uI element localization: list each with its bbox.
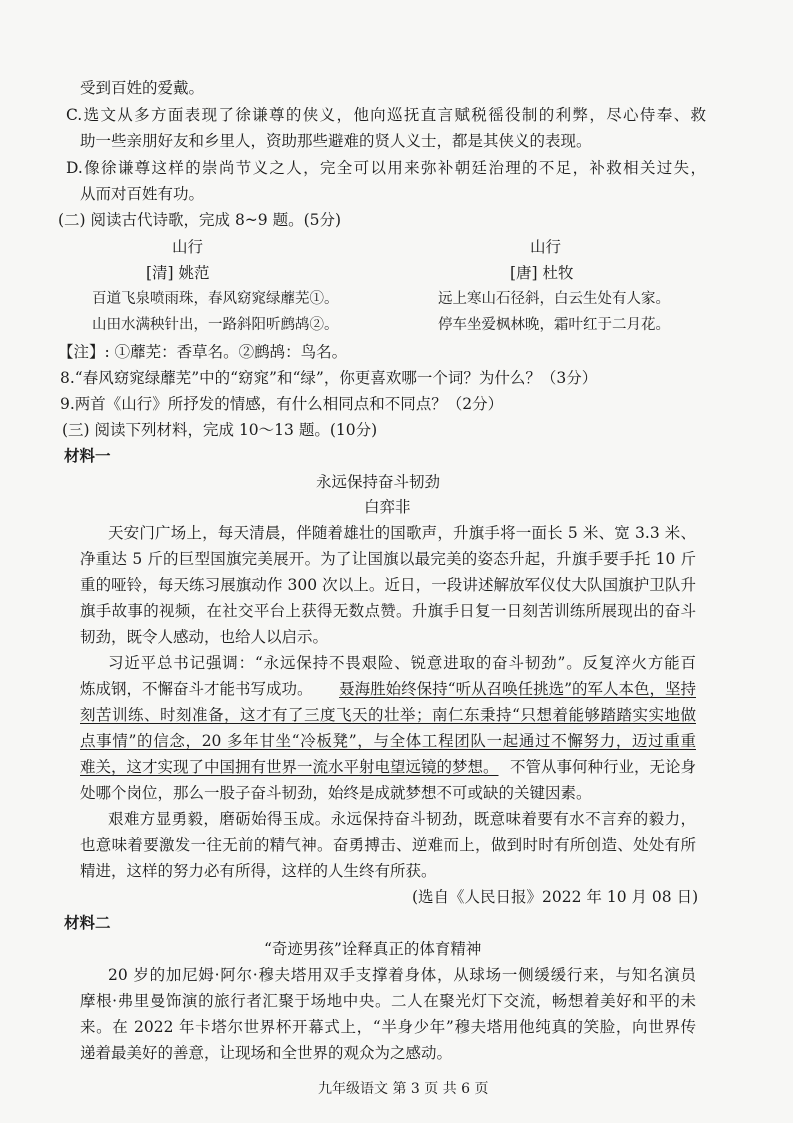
material-1-source: (选自《人民日报》2022 年 10 月 08 日) <box>412 888 699 906</box>
material-1-p2-line-3: 刻苦训练、时刻准备，这才有了三度飞天的壮举；南仁东秉持“只想着能够踏踏实实地做 <box>80 706 696 724</box>
material-1-p1-line-4: 旗手故事的视频，在社交平台上获得无数点赞。升旗手日复一日刻苦训练所展现出的奋斗 <box>80 602 696 620</box>
material-1-p3-line-2: 也意味着要激发一往无前的精气神。奋勇搏击、逆难而上，做到时时有所创造、处处有所 <box>80 836 696 854</box>
material-2-p1-line-3: 来。在 2022 年卡塔尔世界杯开幕式上，“半身少年”穆夫塔用他纯真的笑脸，向世界传 <box>80 1018 696 1036</box>
material-1-p2-line-5 <box>80 756 696 778</box>
material-2-p1-line-2: 摩根·弗里曼饰演的旅行者汇聚于场地中央。二人在聚光灯下交流，畅想着美好和平的未 <box>80 992 696 1010</box>
poem-2-line-2: 停车坐爱枫林晚，霜叶红于二月花。 <box>438 317 670 333</box>
option-c-line-2: 助一些亲朋好友和乡里人，资助那些避难的贤人义士，都是其侠义的表现。 <box>80 132 592 150</box>
option-d-line-1: D.像徐谦尊这样的崇尚节义之人，完全可以用来弥补朝廷治理的不足，补救相关过失， <box>66 159 706 177</box>
question-9: 9.两首《山行》所抒发的情感，有什么相同点和不同点？（2分） <box>60 395 504 413</box>
material-1-p2-line-2-plain: 炼成钢，不懈奋斗才能书写成功。 <box>80 680 313 698</box>
material-2-p1-line-1: 20 岁的加尼姆·阿尔·穆夫塔用双手支撑着身体，从球场一侧缓缓行来，与知名演员 <box>108 966 696 984</box>
material-1-label: 材料一 <box>64 446 111 465</box>
poem-1-author: [清] 姚范 <box>146 264 210 282</box>
material-1-p3-line-3: 精进，这样的努力必有所得，这样的人生终有所获。 <box>80 862 437 880</box>
poem-2-title: 山行 <box>530 238 562 256</box>
material-1-p1-line-2: 净重达 5 斤的巨型国旗完美展开。为了让国旗以最完美的姿态升起，升旗手要手托 10 斤 <box>80 550 696 568</box>
material-1-p2-line-2 <box>80 678 696 700</box>
question-8: 8.“春风窈窕绿蘼芜”中的“窈窕”和“绿”，你更喜欢哪一个词？为什么？（3分） <box>60 369 598 387</box>
material-1-p2-line-5-underlined: 难关，这才实现了中国拥有世界一流水平射电望远镜的梦想。 <box>80 758 499 776</box>
material-1-p2-line-6: 处哪个岗位，那么一股子奋斗韧劲，始终是成就梦想不可或缺的关键因素。 <box>80 784 592 802</box>
material-1-p2-line-4: 点事情”的信念，20 多年甘坐“冷板凳”，与全体工程团队一起通过不懈努力，迈过重重 <box>80 732 696 750</box>
poem-1-line-1: 百道飞泉喷雨珠，春风窈窕绿蘼芜①。 <box>92 291 339 307</box>
material-1-p3-line-1: 艰难方显勇毅，磨砺始得玉成。永远保持奋斗韧劲，既意味着要有水不言弃的毅力， <box>108 810 696 828</box>
option-b-tail: 受到百姓的爱戴。 <box>80 79 205 97</box>
option-d-line-2: 从而对百姓有功。 <box>80 185 205 203</box>
poem-2-line-1: 远上寒山石径斜，白云生处有人家。 <box>438 291 670 307</box>
material-1-p2-line-1: 习近平总书记强调：“永远保持不畏艰险、锐意进取的奋斗韧劲”。反复淬火方能百 <box>108 654 696 672</box>
material-1-title: 永远保持奋斗韧劲 <box>316 473 441 491</box>
option-c-line-1: C.选文从多方面表现了徐谦尊的侠义，他向巡抚直言赋税徭役制的利弊，尽心侍奉、救 <box>66 106 706 124</box>
poem-note: 【注】: ①蘼芜：香草名。②鹧鸪：鸟名。 <box>58 343 348 361</box>
page-footer: 九年级语文 第 3 页 共 6 页 <box>318 1081 489 1097</box>
section-2-heading: (二) 阅读古代诗歌，完成 8~9 题。(5分) <box>58 211 342 229</box>
material-2-label: 材料二 <box>64 913 111 932</box>
poem-1-title: 山行 <box>172 238 204 256</box>
section-3-heading: (三) 阅读下列材料，完成 10～13 题。(10分) <box>62 421 378 439</box>
material-1-p1-line-3: 重的哑铃，每天练习展旗动作 300 次以上。近日，一段讲述解放军仪仗大队国旗护卫队升 <box>80 576 696 594</box>
material-1-p2-line-5-plain: 不管从事何种行业，无论身 <box>509 758 696 776</box>
poem-2-author: [唐] 杜牧 <box>510 264 574 282</box>
material-2-title: “奇迹男孩”诠释真正的体育精神 <box>264 940 482 958</box>
material-1-p1-line-1: 天安门广场上，每天清晨，伴随着雄壮的国歌声，升旗手将一面长 5 米、宽 3.3 米、 <box>108 524 696 542</box>
material-2-p1-line-4: 递着最美好的善意，让现场和全世界的观众为之感动。 <box>80 1044 453 1062</box>
material-1-author: 白弈非 <box>364 498 411 516</box>
material-1-p2-line-2-underlined: 聂海胜始终保持“听从召唤任挑选”的军人本色，坚持 <box>339 680 696 698</box>
material-1-p1-line-5: 韧劲，既令人感动，也给人以启示。 <box>80 628 329 646</box>
poem-1-line-2: 山田水满秧针出，一路斜阳听鹧鸪②。 <box>92 317 339 333</box>
